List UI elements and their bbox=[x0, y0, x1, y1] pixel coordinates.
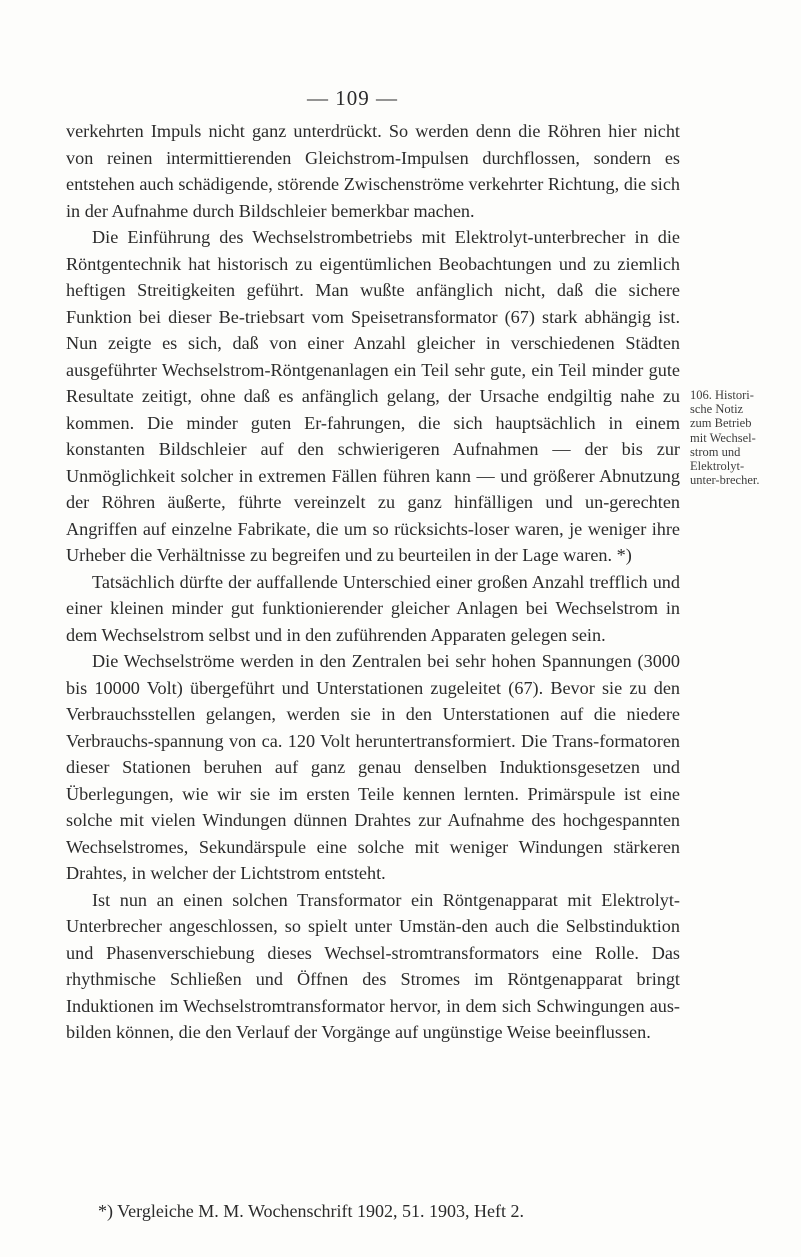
paragraph-1: verkehrten Impuls nicht ganz unterdrückt. So werden denn die Röhren hier nicht von reinen intermittierenden Gleichstrom-Impulsen durchflossen, sondern es entstehen auch schädigende, störende Zwischenströme verkehrter Richtung, die sich in der Aufnahme durch Bildschleier bemerkbar machen. bbox=[66, 121, 680, 221]
paragraph-5: Ist nun an einen solchen Transformator ein Röntgenapparat mit Elektrolyt-Unterbrecher angeschlossen, so spielt unter Umstän-den auch die Selbstinduktion und Phasenverschiebung dieses Wechsel-stromtransformators eine Rolle. Das rhythmische Schließen und Öffnen des Stromes im Röntgenapparat bringt Induktionen im Wechselstromtransformator hervor, in dem sich Schwingungen aus-bilden können, die den Verlauf der Vorgänge auf ungünstige Weise beeinflussen. bbox=[66, 889, 680, 1042]
paragraph-3: Tatsächlich dürfte der auffallende Unterschied einer großen Anzahl trefflich und einer kleinen minder gut funktionierender gleicher Anlagen bei Wechselstrom in dem Wechselstrom selbst und in den zuführenden Apparaten gelegen sein. bbox=[66, 571, 680, 645]
paragraph-4: Die Wechselströme werden in den Zentralen bei sehr hohen Spannungen (3000 bis 10000 Volt) übergeführt und Unterstationen zugeleitet (67). Bevor sie zu den Verbrauchsstellen gelangen, werden sie in den Unterstationen auf die niedere Verbrauchs-spannung von ca. 120 Volt heruntertransformiert. Die Trans-formatoren dieser Stationen beruhen auf ganz genau denselben Induktionsgesetzen und Überlegungen, wie wir sie im ersten Teile kennen lernten. Primärspule ist eine solche mit vielen Windungen dünnen Drahtes zur Aufnahme des hochgespannten Wechselstromes, Sekundärspule eine solche mit weniger Windungen stärkeren Drahtes, in welcher der Lichtstrom entsteht. bbox=[66, 651, 680, 883]
margin-note: 106. Histori-sche Notiz zum Betrieb mit Wechsel-strom und Elektrolyt-unter-brecher. bbox=[690, 388, 760, 488]
footnote: *) Vergleiche M. M. Wochenschrift 1902, 51. 1903, Heft 2. bbox=[98, 1201, 524, 1221]
page-number: — 109 — bbox=[307, 86, 398, 110]
main-text bbox=[66, 118, 680, 1046]
paragraph-2: Die Einführung des Wechselstrombetriebs mit Elektrolyt-unterbrecher in die Röntgentechnik hat historisch zu eigentümlichen Beobachtungen und zu ziemlich heftigen Streitigkeiten geführt. Man wußte anfänglich nicht, daß die sichere Funktion bei dieser Be-triebsart vom Speisetransformator (67) stark abhängig ist. Nun zeigte es sich, daß von einer Anzahl gleicher in verschiedenen Städten ausgeführter Wechselstrom-Röntgenanlagen ein Teil sehr gute, ein Teil minder gute Resultate zeitigt, ohne daß es anfänglich gelang, der Ursache endgiltig nahe zu kommen. Die minder guten Er-fahrungen, die sich hauptsächlich in einem konstanten Bildschleier auf den schwierigeren Aufnahmen — der bis zur Unmöglichkeit solcher in extremen Fällen führen kann — und größerer Abnutzung der Röhren äußerte, führte vereinzelt zu ganz hinfälligen und un-gerechten Angriffen auf einzelne Fabrikate, die um so rücksichts-loser waren, je weniger ihre Urheber die Verhältnisse zu begreifen und zu beurteilen in der Lage waren. *) bbox=[66, 227, 680, 565]
